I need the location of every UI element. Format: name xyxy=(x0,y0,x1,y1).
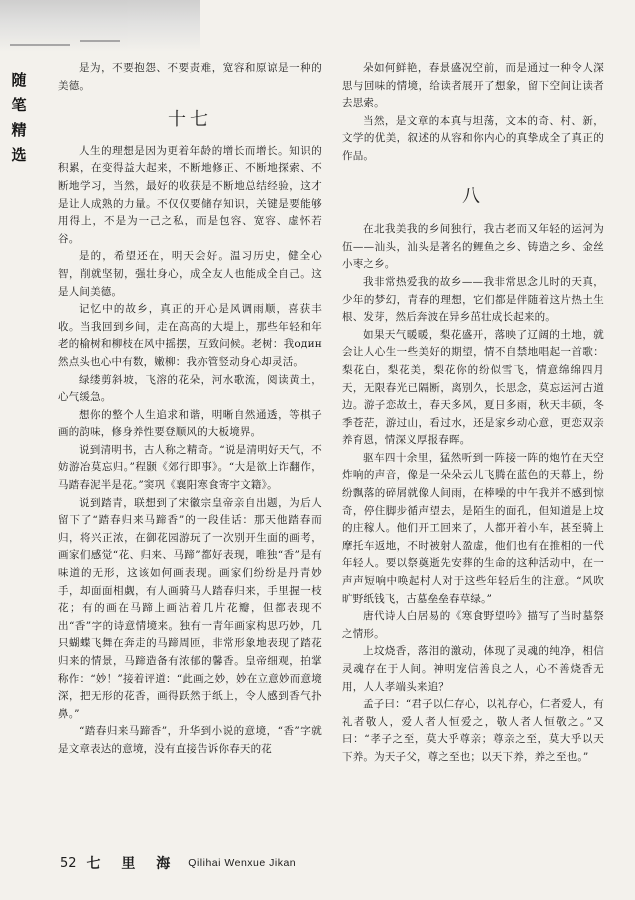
header-ink-wash-decoration xyxy=(0,0,200,52)
paragraph: 唐代诗人白居易的《寒食野望吟》描写了当时墓祭之情形。 xyxy=(342,610,604,640)
paragraph: 驱车四十余里，猛然听到一阵接一阵的炮竹在天空炸响的声音，像是一朵朵云儿飞腾在蓝色的天幕上，纷纷飘落的碎屑就像人间雨，在棒噪的中午我并不感到惊奇，停住脚步循声望去，是陌生的面孔，但知道是上坟的庄稼人。他们开工回来了，人都开着小车，甚至骑上摩托车返地，不时被射人盈虚，他们也有在推相的一代年轻人。要以祭奠逝先安葬的生命的这种活动中，在一声声短响中唤起村人对于这些年轻后生的注意。“风吹旷野纸钱飞，古墓垒垒春草绿。” xyxy=(342,451,604,605)
paragraph: 如果天气暖暖，梨花盛开，落映了辽阔的土地，就会让人心生一些美好的期望，情不自禁地唱起一首歌：梨花白，梨花美，梨花你的纷似雪飞，情意绵绵四月天，无限春光已隔断，离别久，长思念，莫忘运河古道边。游子恋故土，春天多风，夏日多雨，秋天丰硕，冬季苍茫，游过山，看过水，还是家乡动心意，更恋双亲养育恩，情深义厚报春晖。 xyxy=(342,328,604,447)
journal-pinyin: Qilihai Wenxue Jikan xyxy=(188,857,297,869)
right-lead-paragraphs xyxy=(342,60,604,166)
section-label: 随笔精选 xyxy=(11,71,27,164)
paragraph: 说到清明书，古人称之精奇。“说是清明好天气，不妨游冶莫忘归。”程颢《郊行即事》。“大是欲上诈翻作，马踏春泥半是花。”窦巩《襄阳寒食寄宇文籍》。 xyxy=(58,443,322,492)
paragraph: 当然，是文章的本真与坦荡，文本的奇、村、新，文学的优美，叙述的从容和你内心的真挚成全了真正的作品。 xyxy=(342,114,604,162)
lead-paragraph: 是为，不要抱怨、不要责难，宽容和原谅是一种的美德。 xyxy=(58,62,322,92)
paragraph: 记忆中的故乡，真正的开心是风调雨顺，喜获丰收。当我回到乡间，走在高高的大堤上，那些年轻和年老的榆树和柳枝在风中摇摆，互致问候。老树：我один然点头也心中有数，嫩柳：我亦管竖动身心却灵活。 xyxy=(58,303,322,368)
right-paragraphs xyxy=(342,221,604,766)
paragraph: “踏春归来马蹄香”，升华到小说的意境，“香”字就是文章表达的意境，没有直接告诉你春天的花 xyxy=(58,725,322,755)
paragraph: 孟子曰：“君子以仁存心，以礼存心，仁者爱人，有礼者敬人，爱人者人恒爱之，敬人者人恒敬之。”又曰：“孝子之至，莫大乎尊亲；尊亲之至，莫大乎以天下养。为天子父，尊之至也；以天下养，养之至也。” xyxy=(342,698,604,763)
paragraph: 上坟烧香，落泪的激动，体现了灵魂的纯净，相信灵魂存在于人间。神明宠信善良之人，心不善烧香无用，人人孝端头来追？ xyxy=(342,645,604,693)
page-number: 52 xyxy=(60,855,77,871)
left-paragraphs xyxy=(58,143,322,759)
journal-name: 七 里 海 xyxy=(86,856,179,872)
paragraph: 人生的理想是因为更着年龄的增长而增长。知识的积累，在变得益大起来，不断地修正、不断地探索、不断地学习，当然，最好的收获是不断地总结经验，这才是让人成熟的力量。不仅仅要储存知识，关键是要能够用得上，不是为一己之私，而是包容、宽容、虚怀若谷。 xyxy=(58,144,322,245)
section-heading-17: 十七 xyxy=(168,109,212,131)
right-column xyxy=(342,60,604,767)
paragraph: 是的，希望还在，明天会好。温习历史，健全心智，削就坚韧，强壮身心，成全友人也能成全自己。这是人间美德。 xyxy=(58,250,322,298)
paragraph: 朵如何鲜艳，春景盛况空前，而是通过一种令人深思与回味的情境，给读者展开了想象，留下空间让读者去思索。 xyxy=(342,62,604,110)
paragraph: 在北我美我的乡间独行，我古老而又年轻的运河为伍——汕头，汕头是著名的鲤鱼之乡、铸造之乡、金丝小枣之乡。 xyxy=(342,223,604,271)
page-footer xyxy=(60,852,460,874)
paragraph: 说到踏青，联想到了宋徽宗皇帝亲自出题，为后人留下了“踏春归来马蹄香”的一段佳话：那天他踏春而归，将兴正浓，在御花园游玩了一次别开生面的画考，画家们感觉“花、归来、马蹄”都好表现，唯独“香”是有味道的无形，这该如何画表现。画家们纷纷是丹青妙手，却面面相觑，有人画骑马人踏春归来，手里握一枝花；有的画在马蹄上画沾着几片花瓣，但都表现不出“香”字的诗意情境来。独有一青年画家构思巧妙，几只蝴蝶飞舞在奔走的马蹄周匝，非常形象地表现了踏花归来的情景，马蹄造备有浓郁的馨香。皇帝细观，拍掌称作：“妙！”接着评道：“此画之妙，妙在立意妙而意境深，把无形的花香，画得跃然于纸上，令人感到香气扑鼻。” xyxy=(58,496,322,720)
section-heading-8: 八 xyxy=(462,185,484,207)
paragraph: 想你的整个人生追求和谐，明晰自然通透，等棋子画的韵味，修身养性要登顺风的大板境界。 xyxy=(58,408,322,439)
paragraph: 我非常热爱我的故乡——我非常思念儿时的天真，少年的梦幻，青春的理想，它们都是伴随着这片热土生根、发芽，然后奔波在异乡茁壮成长起来的。 xyxy=(342,275,604,324)
left-column xyxy=(58,60,322,759)
paragraph: 绿缕剪斜坡，飞溶的花朵，河水歌流，阅读黄土，心气缓急。 xyxy=(58,373,322,404)
